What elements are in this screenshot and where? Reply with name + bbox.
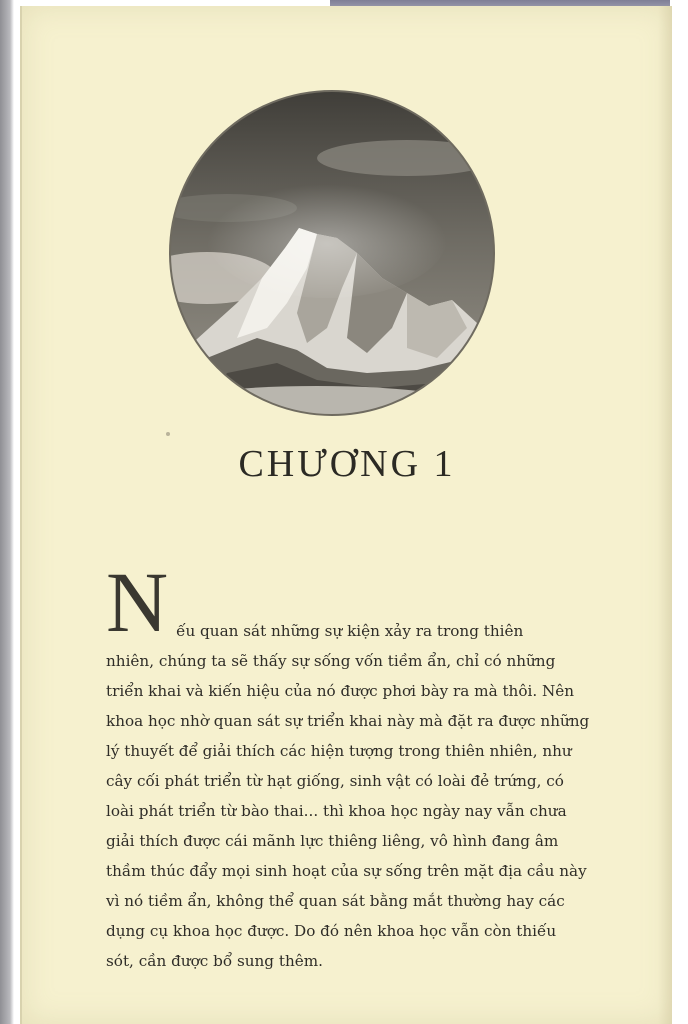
text-line: khoa học nhờ quan sát sự triển khai này mà đặt ra được những [106,712,590,730]
drop-cap: N [106,554,169,650]
text-line: ếu quan sát những sự kiện xảy ra trong thiên [176,622,524,640]
text-line: dụng cụ khoa học được. Do đó nên khoa học vẫn còn thiếu [106,922,557,940]
text-line: sót, cần được bổ sung thêm. [106,952,323,970]
text-line: lý thuyết để giải thích các hiện tượng trong thiên nhiên, như [106,742,572,760]
text-line: giải thích được cái mãnh lực thiêng liêng, vô hình đang âm [106,832,559,850]
mountain-illustration [167,88,497,418]
paper-speck [166,432,170,436]
page-edge-shadow [658,6,672,1024]
text-line: triển khai và kiến hiệu của nó được phơi bày ra mà thôi. Nên [106,682,575,700]
chapter-body-text [106,554,606,976]
book-page [20,6,672,1024]
text-line: cây cối phát triển từ hạt giống, sinh vật có loài đẻ trứng, có [106,772,564,790]
chapter-title: CHƯƠNG 1 [238,443,456,485]
text-line: thầm thúc đẩy mọi sinh hoạt của sự sống trên mặt địa cầu này [106,862,587,880]
text-line: nhiên, chúng ta sẽ thấy sự sống vốn tiềm ẩn, chỉ có những [106,652,556,670]
text-line: loài phát triển từ bào thai... thì khoa học ngày nay vẫn chưa [106,802,567,820]
text-line: vì nó tiềm ẩn, không thể quan sát bằng mắt thường hay các [106,892,565,910]
